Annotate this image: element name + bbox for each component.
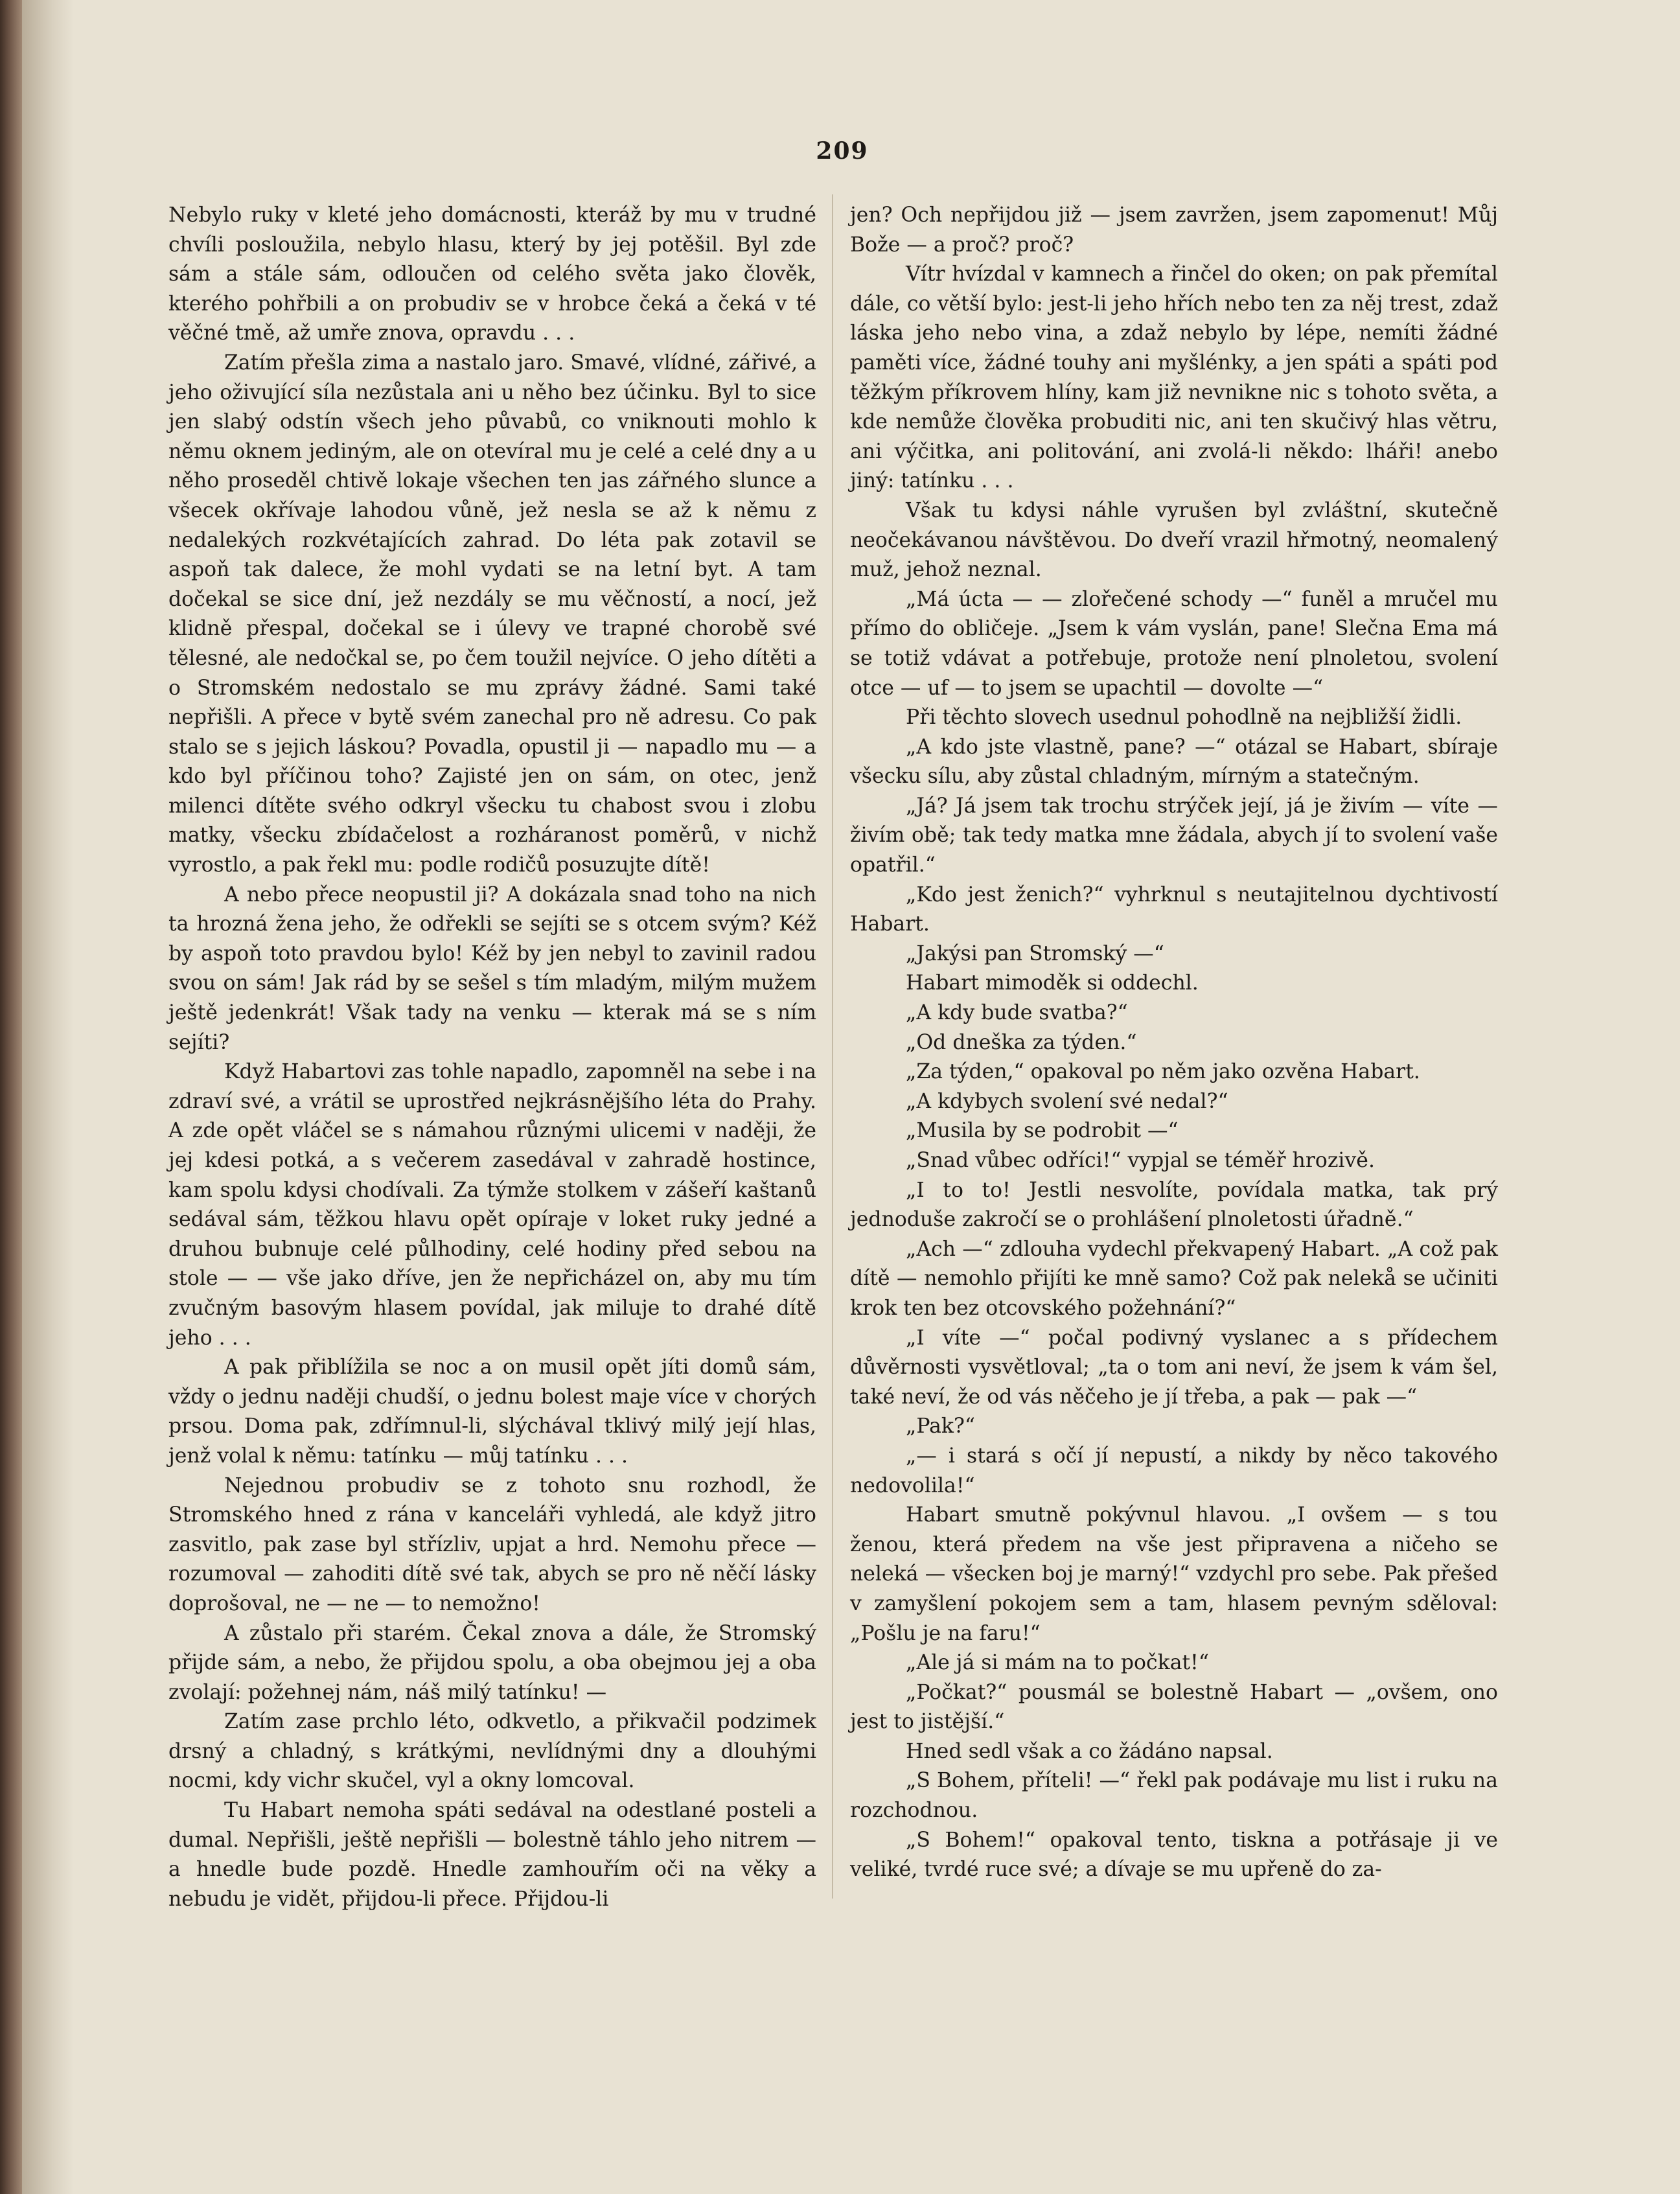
paragraph: A zůstalo při starém. Čekal znova a dále, že Stromský přijde sám, a nebo, že přijdou spolu, a oba obejmou jej a oba zvolají: požehnej nám, náš milý tatínku! — [168,1621,816,1704]
paragraph: „Já? Já jsem tak trochu strýček její, já je živím — víte — živím obě; tak tedy matka mne žádala, abych jí to svolení vaše opatřil.“ [850,794,1498,877]
paragraph: jen? Och nepřijdou již — jsem zavržen, jsem zapomenut! Můj Bože — a proč? proč? [850,203,1498,257]
paragraph: Vítr hvízdal v kamnech a řinčel do oken; on pak přemítal dále, co větší bylo: jest-li jeho hřích nebo ten za něj trest, zdaž láska jeho nebo vina, a zdaž nebylo by lépe, nemíti žádné paměti více, žádné touhy ani myšlénky, a jen spáti a spáti pod těžkým příkrovem hlíny, kam již nevnikne nic s tohoto světa, a kde nemůže člověka probuditi nic, ani ten skučivý hlas větru, ani výčitka, ani politování, ani zvolá-li někdo: lháři! anebo jiný: tatínku . . . [850,262,1498,493]
paragraph: „Snad vůbec odříci!“ vypjal se téměř hrozivě. [906,1149,1375,1172]
paragraph: „Za týden,“ opakoval po něm jako ozvěna Habart. [906,1060,1420,1084]
paragraph: „Ale já si mám na to počkat!“ [906,1651,1209,1675]
left-text-column [168,201,816,1914]
paragraph: „S Bohem!“ opakoval tento, tiskna a potřásaje ji ve veliké, tvrdé ruce své; a dívaje se mu upřeně do za- [850,1828,1498,1882]
paragraph: Však tu kdysi náhle vyrušen byl zvláštní, skutečně neočekávanou návštěvou. Do dveří vrazil hřmotný, neomalený muž, jehož neznal. [850,498,1498,582]
paragraph: „A kdybych svolení své nedal?“ [906,1089,1228,1113]
paragraph: „Má úcta — — zlořečené schody —“ funěl a mručel mu přímo do obličeje. „Jsem k vám vyslán, pane! Slečna Ema má se totiž vdávat a potřebuje, protože není plnoletou, svolení otce — uf — to jsem se upachtil — dovolte —“ [850,587,1498,700]
paragraph: Když Habartovi zas tohle napadlo, zapomněl na sebe i na zdraví své, a vrátil se uprostřed nejkrásnějšího léta do Prahy. A zde opět vláčel se s námahou různými ulicemi v naději, že jej kdesi potká, a s večerem zasedával v zahradě hostince, kam spolu kdysi chodívali. Za týmže stolkem v zášeří kaštanů sedával sám, těžkou hlavu opět opíraje v loket ruky jedné a druhou bubnuje celé půlhodiny, celé hodiny před sebou na stole — — vše jako dříve, jen že nepřicházel on, aby mu tím zvučným basovým hlasem povídal, jak miluje to drahé dítě jeho . . . [168,1060,816,1350]
page-gutter-shadow [22,0,74,2194]
paragraph: „Od dneška za týden.“ [906,1030,1137,1054]
column-divider [832,194,833,1899]
paragraph: „Musila by se podrobit —“ [906,1119,1179,1143]
right-text-column [850,201,1498,1885]
paragraph: A nebo přece neopustil ji? A dokázala snad toho na nich ta hrozná žena jeho, že odřekli se sejíti se s otcem svým? Kéž by aspoň toto pravdou bylo! Kéž by jen nebyl to zavinil radou svou on sám! Jak rád by se sešel s tím mladým, milým mužem ještě jedenkrát! Však tady na venku — kterak má se s ním sejíti? [168,883,816,1054]
paragraph: „A kdy bude svatba?“ [906,1001,1128,1025]
page-number: 209 [816,137,869,165]
paragraph: „I víte —“ počal podivný vyslanec a s přídechem důvěrnosti vysvětloval; „ta o tom ani neví, že jsem k vám šel, také neví, že od vás něčeho je jí třeba, a pak — pak —“ [850,1326,1498,1409]
paragraph: Habart mimoděk si oddechl. [906,971,1199,995]
paragraph: „Jakýsi pan Stromský —“ [906,941,1164,965]
paragraph: „S Bohem, příteli! —“ řekl pak podávaje mu list i ruku na rozchodnou. [850,1769,1498,1823]
paragraph: „— i stará s očí jí nepustí, a nikdy by něco takového nedovolila!“ [850,1444,1498,1497]
book-binding-edge [0,0,22,2194]
paragraph: A pak přiblížila se noc a on musil opět jíti domů sám, vždy o jednu naději chudší, o jednu bolest maje více v chorých prsou. Doma pak, zdřímnul-li, slýchával tklivý milý její hlas, jenž volal k němu: tatínku — můj tatínku . . . [168,1356,816,1468]
paragraph: Tu Habart nemoha spáti sedával na odestlané posteli a dumal. Nepřišli, ještě nepřišli — bolestně táhlo jeho nitrem — a hnedle bude pozdě. Hnedle zamhouřím oči na věky a nebudu je vidět, přijdou-li přece. Přijdou-li [168,1799,816,1911]
paragraph: Nejednou probudiv se z tohoto snu rozhodl, že Stromského hned z rána v kanceláři vyhledá, ale když jitro zasvitlo, pak zase byl střízliv, upjat a hrd. Nemohu přece — rozumoval — zahoditi dítě své tak, abych se pro ně něčí lásky doprošoval, ne — ne — to nemožno! [168,1473,816,1615]
paragraph: „Ach —“ zdlouha vydechl překvapený Habart. „A což pak dítě — nemohlo přijíti ke mně samo? Což pak nelekå se učiniti krok ten bez otcovského požehnání?“ [850,1237,1498,1320]
paragraph: Habart smutně pokývnul hlavou. „I ovšem — s tou ženou, která předem na vše jest připravena a ničeho se neleká — všecken boj je marný!“ vzdychl pro sebe. Pak přešed v zamyšlení pokojem sem a tam, hlasem pevným sděloval: „Pošlu je na faru!“ [850,1503,1498,1645]
paragraph: Nebylo ruky v kleté jeho domácnosti, kteráž by mu v trudné chvíli posloužila, nebylo hlasu, který by jej potěšil. Byl zde sám a stále sám, odloučen od celého světa jako člověk, kterého pohřbili a on probudiv se v hrobce čeká a čeká v té věčné tmě, až umře znova, opravdu . . . [168,203,816,345]
paragraph: „Kdo jest ženich?“ vyhrknul s neutajitelnou dychtivostí Habart. [850,883,1498,936]
paragraph: „Pak?“ [906,1415,975,1438]
paragraph: „I to to! Jestli nesvolíte, povídala matka, tak prý jednoduše zakročí se o prohlášení plnoletosti úřadně.“ [850,1178,1498,1232]
paragraph: Zatím zase prchlo léto, odkvetlo, a přikvačil podzimek drsný a chladný, s krátkými, nevlídnými dny a dlouhými nocmi, kdy vichr skučel, vyl a okny lomcoval. [168,1710,816,1793]
paragraph: „Počkat?“ pousmál se bolestně Habart — „ovšem, ono jest to jistější.“ [850,1680,1498,1734]
paragraph: „A kdo jste vlastně, pane? —“ otázal se Habart, sbíraje všecku sílu, aby zůstal chladným, mírným a statečným. [850,735,1498,789]
paragraph: Hned sedl však a co žádáno napsal. [906,1739,1273,1763]
paragraph: Zatím přešla zima a nastalo jaro. Smavé, vlídné, zářivé, a jeho oživující síla nezůstala ani u něho bez účinku. Byl to sice jen slabý odstín všech jeho půvabů, co vniknouti mohlo k němu oknem jediným, ale on otevíral mu je celé a celé dny a u něho proseděl chtivě lokaje všechen ten jas zářného slunce a všecek okřívaje lahodou vůně, jež nesla se až k němu z nedalekých rozkvétajících zahrad. Do léta pak zotavil se aspoň tak dalece, že mohl vydati se na letní byt. A tam dočekal se sice dní, jež nezdály se mu věčností, a nocí, jež klidně přespal, dočekal se i úlevy ve trapné chorobě své tělesné, ale nedočkal se, po čem toužil nejvíce. O jeho dítěti a o Stromském nedostalo se mu zprávy žádné. Sami také nepřišli. A přece v bytě svém zanechal pro ně adresu. Co pak stalo se s jejich láskou? Povadla, opustil ji — napadlo mu — a kdo byl příčinou toho? Zajisté jen on sám, on otec, jenž milenci dítěte svého odkryl všecku tu chabost svou i zlobu matky, všecku zbídačelost a rozháranost poměrů, v nichž vyrostlo, a pak řekl mu: podle rodičů posuzujte dítě! [168,351,816,877]
paragraph: Při těchto slovech usednul pohodlně na nejbližší židli. [906,706,1462,730]
